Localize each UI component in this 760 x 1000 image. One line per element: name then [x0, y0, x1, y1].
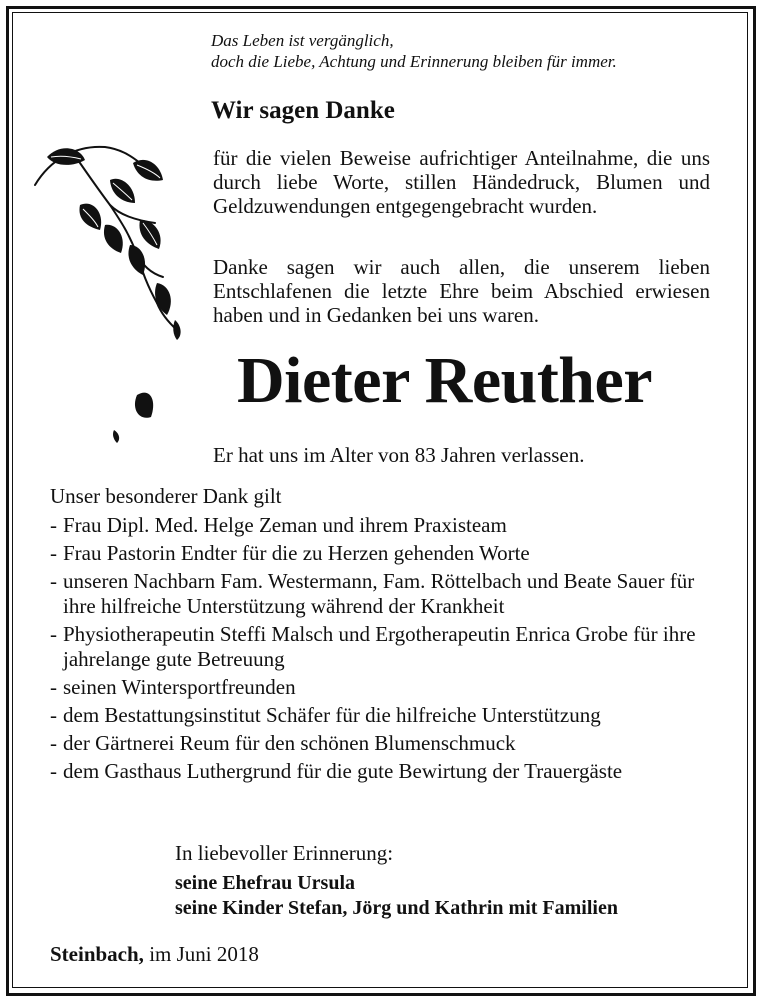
- list-item: - seinen Wintersportfreunden: [50, 675, 296, 699]
- motto: [211, 30, 721, 72]
- list-item: - dem Bestattungsinstitut Schäfer für die hilfreiche Unterstützung: [50, 703, 601, 727]
- thanks-list: [38, 513, 728, 787]
- list-item-text: dem Bestattungsinstitut Schäfer für die hilfreiche Unterstützung: [63, 703, 601, 727]
- age-line: Er hat uns im Alter von 83 Jahren verlassen.: [213, 443, 585, 467]
- list-item: - dem Gasthaus Luthergrund für die gute Bewirtung der Trauergäste: [50, 759, 623, 783]
- place-date: [50, 941, 259, 967]
- signers: [175, 871, 618, 921]
- list-item: - der Gärtnerei Reum für den schönen Blumenschmuck: [50, 731, 516, 755]
- thanks-heading: Wir sagen Danke: [211, 97, 395, 124]
- list-item-text: der Gärtnerei Reum für den schönen Blumenschmuck: [63, 731, 516, 755]
- list-item-text: unseren Nachbarn Fam. Westermann, Fam. Röttelbach und Beate Sauer für ihre hilfreiche Unterstützung während der Krankheit: [63, 569, 695, 618]
- list-item: - Frau Dipl. Med. Helge Zeman und ihrem Praxisteam: [50, 513, 507, 537]
- list-item-text: dem Gasthaus Luthergrund für die gute Bewirtung der Trauergäste: [63, 759, 623, 783]
- list-item: - unseren Nachbarn Fam. Westermann, Fam. Röttelbach und Beate Sauer für ihre hilfreiche Unterstützung während der Krankheit: [50, 569, 695, 618]
- paragraph-1: für die vielen Beweise aufrichtiger Anteilnahme, die uns durch liebe Worte, stillen Händedruck, Blumen und Geldzuwendungen entgegengebracht wurden.: [213, 146, 710, 218]
- leaf-branch-icon: [25, 125, 205, 455]
- deceased-name: Dieter Reuther: [237, 344, 653, 417]
- list-item-text: seinen Wintersportfreunden: [63, 675, 296, 699]
- date: im Juni 2018: [149, 942, 259, 966]
- signer-children: seine Kinder Stefan, Jörg und Kathrin mit Familien: [175, 897, 618, 919]
- motto-line-1: Das Leben ist vergänglich,: [211, 31, 394, 50]
- place: Steinbach,: [50, 942, 144, 966]
- list-item-text: Frau Dipl. Med. Helge Zeman und ihrem Praxisteam: [63, 513, 507, 537]
- list-item: - Physiotherapeutin Steffi Malsch und Ergotherapeutin Enrica Grobe für ihre jahrelange gute Betreuung: [50, 622, 696, 671]
- thanks-intro: Unser besonderer Dank gilt: [50, 484, 282, 508]
- list-item-text: Physiotherapeutin Steffi Malsch und Ergotherapeutin Enrica Grobe für ihre jahrelange gute Betreuung: [63, 622, 696, 671]
- memory-line: In liebevoller Erinnerung:: [175, 841, 394, 865]
- motto-line-2: doch die Liebe, Achtung und Erinnerung bleiben für immer.: [211, 52, 617, 71]
- list-item-text: Frau Pastorin Endter für die zu Herzen gehenden Worte: [63, 541, 530, 565]
- paragraph-2: Danke sagen wir auch allen, die unserem lieben Entschlafenen die letzte Ehre beim Abschied erwiesen haben und in Gedanken bei uns waren.: [213, 255, 710, 327]
- list-item: - Frau Pastorin Endter für die zu Herzen gehenden Worte: [50, 541, 530, 565]
- signer-spouse: seine Ehefrau Ursula: [175, 872, 355, 894]
